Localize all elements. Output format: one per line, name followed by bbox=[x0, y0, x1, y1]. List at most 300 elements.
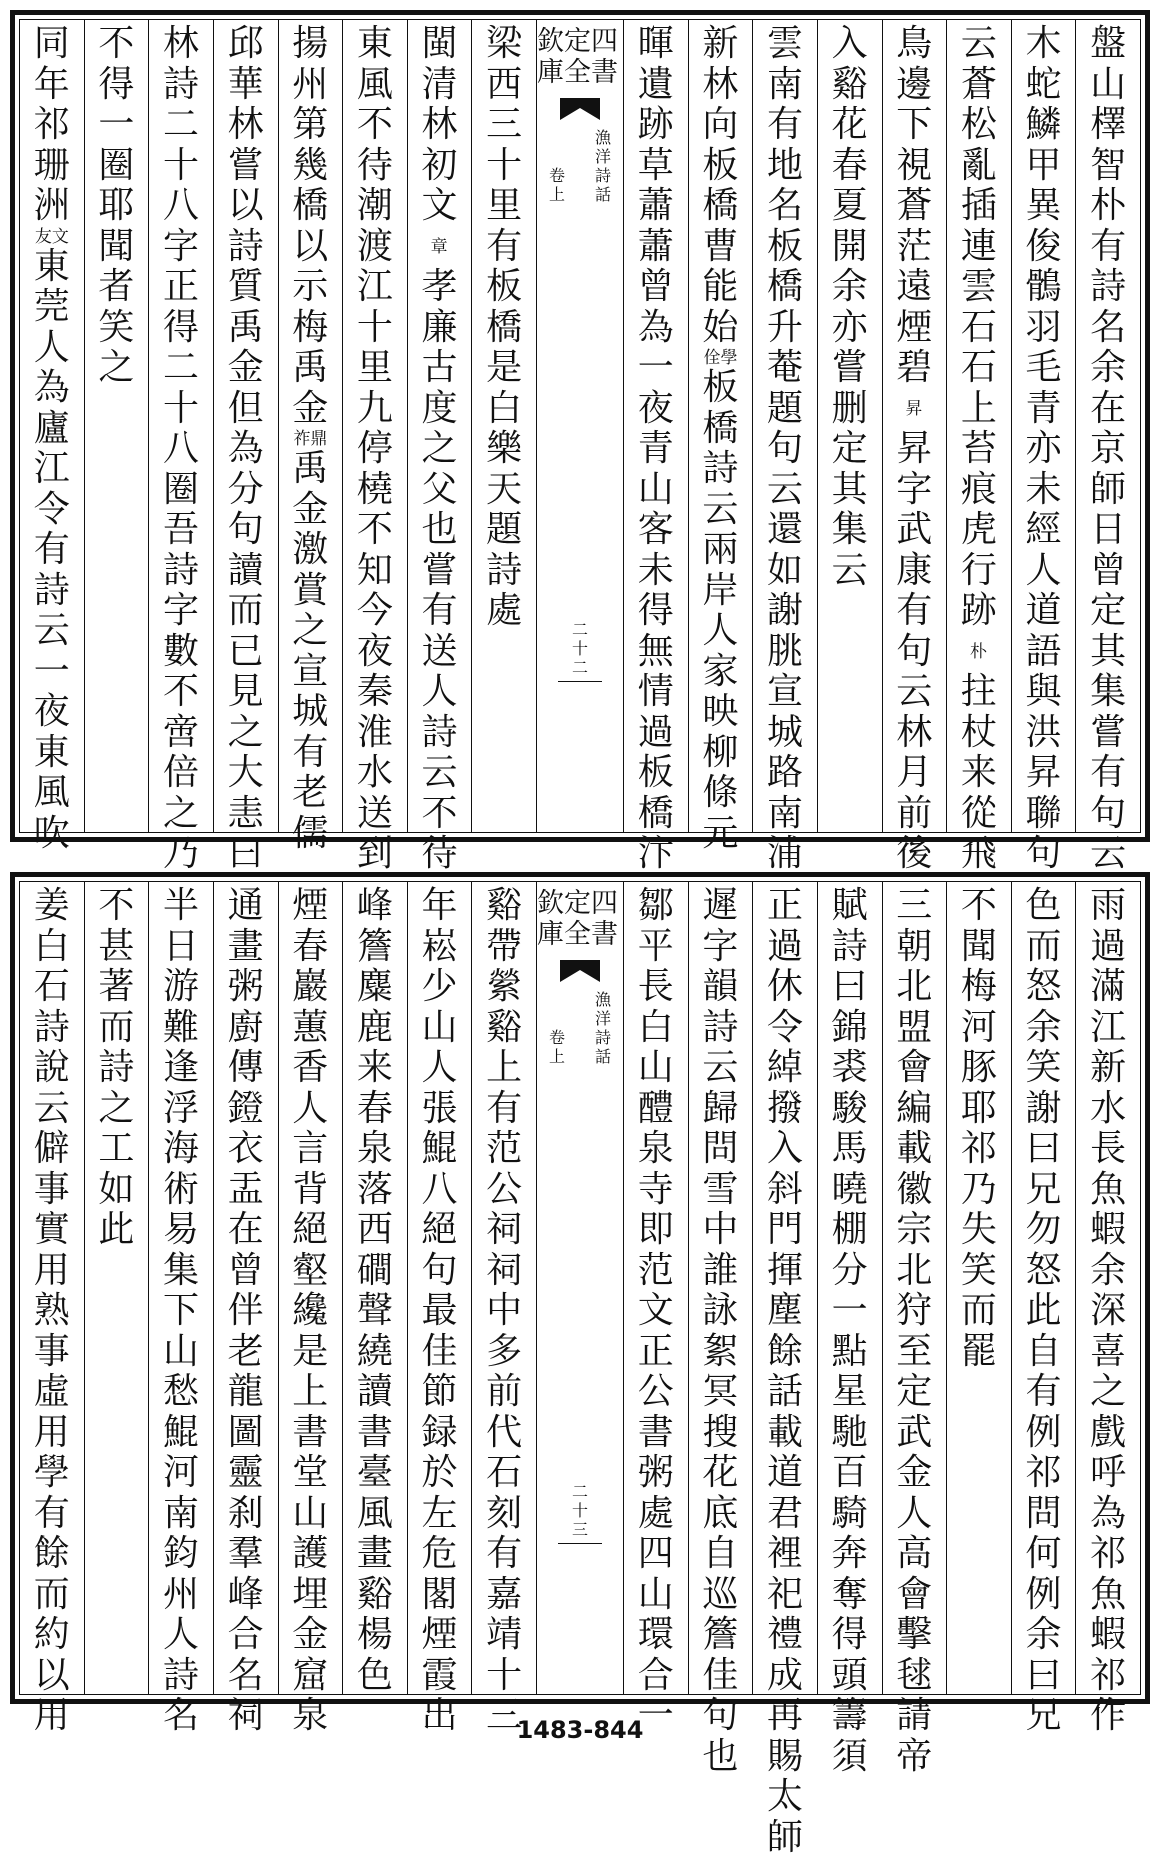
column-char: 有 bbox=[290, 733, 330, 774]
column-char: 賜 bbox=[765, 1737, 805, 1778]
inline-note bbox=[32, 227, 72, 247]
column-char: 亦 bbox=[830, 308, 870, 349]
column-char: 俊 bbox=[1024, 227, 1064, 268]
column-char: 絕 bbox=[290, 1210, 330, 1251]
page-bottom-columns bbox=[19, 881, 1141, 1695]
column-char: 東 bbox=[32, 733, 72, 774]
column-char: 字 bbox=[161, 591, 201, 632]
banner-page-number bbox=[537, 1482, 623, 1544]
column-char: 師 bbox=[1088, 470, 1128, 511]
column-char: 而 bbox=[32, 1575, 72, 1616]
column-char: 蝦 bbox=[1088, 1210, 1128, 1251]
column-char: 痕 bbox=[959, 470, 999, 511]
column-char: 遠 bbox=[894, 267, 934, 308]
column-char: 橋 bbox=[765, 267, 805, 308]
column-char: 虛 bbox=[32, 1372, 72, 1413]
column-char: 華 bbox=[226, 65, 266, 106]
fishtail-mark-icon bbox=[558, 96, 602, 122]
column-char: 曾 bbox=[1088, 551, 1128, 592]
column-char: 何 bbox=[1024, 1534, 1064, 1575]
column-char: 三 bbox=[484, 1696, 524, 1737]
column-char: 苔 bbox=[959, 429, 999, 470]
column-char: 錦 bbox=[830, 1008, 870, 1049]
column-char: 代 bbox=[484, 1413, 524, 1454]
column-char: 即 bbox=[636, 1210, 676, 1251]
note-char: 佺 bbox=[703, 348, 720, 368]
column-char: 數 bbox=[161, 632, 201, 673]
column-char: 来 bbox=[355, 1048, 395, 1089]
column-char: 山 bbox=[636, 470, 676, 511]
banner-title-char: 四 bbox=[591, 26, 618, 57]
column-char: 句 bbox=[1024, 834, 1064, 875]
column-char: 智 bbox=[1088, 146, 1128, 187]
column-char: 十 bbox=[161, 389, 201, 430]
column-char: 石 bbox=[959, 308, 999, 349]
column-char: 滿 bbox=[1088, 967, 1128, 1008]
column-char: 新 bbox=[1088, 1048, 1128, 1089]
column-char: 圈 bbox=[96, 146, 136, 187]
column-char: 門 bbox=[765, 1210, 805, 1251]
column-char: 語 bbox=[1024, 632, 1064, 673]
column-char: 宣 bbox=[765, 672, 805, 713]
column-char: 詠 bbox=[700, 1291, 740, 1332]
column-char: 禹 bbox=[226, 308, 266, 349]
column-char: 跡 bbox=[959, 591, 999, 632]
column-char: 橋 bbox=[290, 186, 330, 227]
column-char: 以 bbox=[290, 227, 330, 268]
column-char: 壑 bbox=[290, 1251, 330, 1292]
column-char: 宣 bbox=[290, 652, 330, 693]
column-char: 而 bbox=[96, 1008, 136, 1049]
column-char: 蕙 bbox=[290, 1008, 330, 1049]
column-char: 有 bbox=[484, 1534, 524, 1575]
text-column bbox=[946, 20, 1011, 832]
column-char: 衣 bbox=[226, 1129, 266, 1170]
column-char: 毛 bbox=[1024, 348, 1064, 389]
column-char: 聞 bbox=[959, 927, 999, 968]
column-char: 字 bbox=[700, 927, 740, 968]
column-char: 頭 bbox=[830, 1656, 870, 1697]
column-char: 異 bbox=[1024, 186, 1064, 227]
banner-volume-char: 卷 bbox=[537, 1028, 577, 1047]
column-char: 廉 bbox=[420, 308, 460, 349]
column-char: 嘗 bbox=[420, 551, 460, 592]
column-char: 正 bbox=[636, 1332, 676, 1373]
column-char: 祁 bbox=[1088, 1534, 1128, 1575]
column-char: 危 bbox=[420, 1534, 460, 1575]
column-char: 之 bbox=[420, 429, 460, 470]
column-char: 為 bbox=[226, 429, 266, 470]
column-char: 半 bbox=[161, 886, 201, 927]
column-char: 其 bbox=[1088, 632, 1128, 673]
column-char: 鐙 bbox=[226, 1089, 266, 1130]
column-char: 兄 bbox=[1024, 1696, 1064, 1737]
column-char: 春 bbox=[355, 1089, 395, 1130]
column-char: 梅 bbox=[290, 308, 330, 349]
text-column bbox=[752, 882, 817, 1694]
column-char: 蕭 bbox=[636, 186, 676, 227]
text-column bbox=[688, 882, 753, 1694]
column-char: 崧 bbox=[420, 927, 460, 968]
column-char: 須 bbox=[830, 1737, 870, 1778]
column-char: 樂 bbox=[484, 429, 524, 470]
column-char: 石 bbox=[959, 348, 999, 389]
column-char: 谿 bbox=[830, 65, 870, 106]
text-column bbox=[213, 20, 278, 832]
column-char: 宗 bbox=[894, 1210, 934, 1251]
column-char: 汴 bbox=[636, 834, 676, 875]
column-char: 說 bbox=[32, 1048, 72, 1089]
column-char: 詩 bbox=[700, 1008, 740, 1049]
column-char: 詩 bbox=[226, 227, 266, 268]
column-char: 之 bbox=[161, 794, 201, 835]
column-char: 閣 bbox=[420, 1575, 460, 1616]
column-char: 浦 bbox=[765, 834, 805, 875]
column-char: 護 bbox=[290, 1534, 330, 1575]
column-char: 擊 bbox=[894, 1615, 934, 1656]
column-char: 金 bbox=[894, 1453, 934, 1494]
note-col bbox=[703, 348, 720, 368]
column-char: 十 bbox=[355, 308, 395, 349]
column-char: 日 bbox=[1088, 510, 1128, 551]
banner-page-char: 二 bbox=[560, 658, 600, 677]
column-char: 為 bbox=[32, 368, 72, 409]
column-char: 中 bbox=[700, 1210, 740, 1251]
column-char: 西 bbox=[484, 65, 524, 106]
column-char: 林 bbox=[420, 105, 460, 146]
column-char: 出 bbox=[420, 1696, 460, 1737]
column-char: 一 bbox=[96, 105, 136, 146]
column-char: 曹 bbox=[700, 227, 740, 268]
text-column bbox=[817, 20, 882, 832]
note-char: 昇 bbox=[905, 399, 922, 419]
column-char: 長 bbox=[1088, 1129, 1128, 1170]
column-char: 騎 bbox=[830, 1494, 870, 1535]
column-char: 南 bbox=[765, 65, 805, 106]
column-char: 嘉 bbox=[484, 1575, 524, 1616]
column-char: 話 bbox=[765, 1372, 805, 1413]
inline-note bbox=[894, 389, 934, 430]
column-char: 家 bbox=[700, 652, 740, 693]
column-char: 金 bbox=[226, 348, 266, 389]
column-char: 例 bbox=[1024, 1413, 1064, 1454]
column-char: 曰 bbox=[1024, 1129, 1064, 1170]
banner-volume bbox=[537, 166, 577, 204]
column-char: 石 bbox=[32, 967, 72, 1008]
column-char: 魚 bbox=[1088, 1170, 1128, 1211]
column-char: 下 bbox=[161, 1291, 201, 1332]
column-char: 休 bbox=[765, 967, 805, 1008]
column-char: 上 bbox=[290, 1372, 330, 1413]
column-char: 泉 bbox=[290, 1696, 330, 1737]
column-char: 伴 bbox=[226, 1291, 266, 1332]
column-char: 餘 bbox=[765, 1332, 805, 1373]
column-char: 今 bbox=[355, 591, 395, 632]
column-char: 新 bbox=[700, 24, 740, 65]
column-char: 名 bbox=[1088, 308, 1128, 349]
column-char: 待 bbox=[355, 146, 395, 187]
column-char: 縈 bbox=[484, 967, 524, 1008]
column-char: 一 bbox=[32, 652, 72, 693]
banner-page-char: 二 bbox=[560, 620, 600, 639]
column-char: 渡 bbox=[355, 227, 395, 268]
column-char: 林 bbox=[700, 65, 740, 106]
column-char: 後 bbox=[894, 834, 934, 875]
column-char: 煙 bbox=[290, 886, 330, 927]
inline-note bbox=[420, 227, 460, 268]
banner-page-char: 三 bbox=[560, 1520, 600, 1539]
column-char: 道 bbox=[765, 1453, 805, 1494]
column-char: 八 bbox=[161, 429, 201, 470]
column-char: 經 bbox=[1024, 510, 1064, 551]
column-char: 多 bbox=[484, 1332, 524, 1373]
column-char: 句 bbox=[700, 1696, 740, 1737]
text-column bbox=[20, 20, 84, 832]
column-char: 是 bbox=[290, 1332, 330, 1373]
column-char: 梅 bbox=[959, 967, 999, 1008]
column-char: 日 bbox=[161, 927, 201, 968]
column-char: 約 bbox=[32, 1615, 72, 1656]
column-char: 駿 bbox=[830, 1089, 870, 1130]
column-char: 中 bbox=[484, 1291, 524, 1332]
column-char: 云 bbox=[830, 551, 870, 592]
column-char: 云 bbox=[700, 1048, 740, 1089]
column-char: 讀 bbox=[226, 551, 266, 592]
column-char: 白 bbox=[32, 927, 72, 968]
column-char: 過 bbox=[1088, 927, 1128, 968]
column-char: 句 bbox=[765, 429, 805, 470]
column-char: 還 bbox=[765, 510, 805, 551]
column-char: 從 bbox=[959, 794, 999, 835]
column-char: 有 bbox=[32, 1494, 72, 1535]
column-char: 武 bbox=[894, 510, 934, 551]
banner-page-char: 十 bbox=[560, 639, 600, 658]
column-char: 谿 bbox=[355, 1575, 395, 1616]
column-char: 夜 bbox=[636, 389, 676, 430]
column-char: 著 bbox=[96, 967, 136, 1008]
column-char: 名 bbox=[226, 1656, 266, 1697]
column-char: 邱 bbox=[226, 24, 266, 65]
column-char: 不 bbox=[355, 105, 395, 146]
column-char: 青 bbox=[636, 429, 676, 470]
column-char: 歸 bbox=[700, 1089, 740, 1130]
column-char: 河 bbox=[959, 1008, 999, 1049]
text-column bbox=[1075, 20, 1140, 832]
column-char: 有 bbox=[32, 530, 72, 571]
column-char: 風 bbox=[355, 1494, 395, 1535]
column-char: 之 bbox=[96, 1089, 136, 1130]
column-char: 靖 bbox=[484, 1615, 524, 1656]
column-char: 八 bbox=[420, 1170, 460, 1211]
column-char: 夜 bbox=[32, 692, 72, 733]
column-char: 青 bbox=[1024, 389, 1064, 430]
text-column bbox=[213, 882, 278, 1694]
column-char: 為 bbox=[636, 308, 676, 349]
banner-book-char: 漁 bbox=[583, 990, 623, 1009]
column-char: 帝 bbox=[894, 1737, 934, 1778]
column-char: 人 bbox=[1024, 551, 1064, 592]
column-char: 地 bbox=[765, 146, 805, 187]
column-char: 送 bbox=[420, 632, 460, 673]
banner-title bbox=[537, 26, 623, 88]
column-char: 拄 bbox=[959, 672, 999, 713]
column-char: 乃 bbox=[161, 834, 201, 875]
page-top-columns bbox=[19, 19, 1141, 833]
column-char: 長 bbox=[636, 967, 676, 1008]
column-char: 詩 bbox=[484, 551, 524, 592]
text-column bbox=[84, 20, 149, 832]
column-char: 其 bbox=[830, 470, 870, 511]
column-char: 初 bbox=[420, 146, 460, 187]
banner-title-char: 全 bbox=[564, 919, 591, 950]
column-char: 北 bbox=[894, 967, 934, 1008]
banner-volume-char: 上 bbox=[537, 185, 577, 204]
text-column bbox=[882, 882, 947, 1694]
column-char: 姜 bbox=[32, 886, 72, 927]
column-char: 奔 bbox=[830, 1534, 870, 1575]
note-char: 文 bbox=[52, 227, 69, 247]
column-char: 是 bbox=[484, 348, 524, 389]
column-char: 詩 bbox=[161, 551, 201, 592]
column-char: 僻 bbox=[32, 1129, 72, 1170]
column-char: 盂 bbox=[226, 1170, 266, 1211]
column-char: 帶 bbox=[484, 927, 524, 968]
column-char: 分 bbox=[226, 470, 266, 511]
column-char: 罷 bbox=[959, 1332, 999, 1373]
column-char: 廬 bbox=[32, 409, 72, 450]
column-char: 少 bbox=[420, 967, 460, 1008]
column-char: 逢 bbox=[161, 1048, 201, 1089]
column-char: 會 bbox=[894, 1048, 934, 1089]
column-char: 北 bbox=[894, 1251, 934, 1292]
column-char: 綽 bbox=[765, 1048, 805, 1089]
column-char: 同 bbox=[32, 24, 72, 65]
column-char: 詩 bbox=[830, 927, 870, 968]
banner-title-char: 四 bbox=[591, 888, 618, 919]
column-char: 祀 bbox=[765, 1575, 805, 1616]
column-char: 佳 bbox=[700, 1656, 740, 1697]
column-char: 度 bbox=[420, 389, 460, 430]
column-char: 人 bbox=[420, 672, 460, 713]
column-char: 朓 bbox=[765, 632, 805, 673]
column-char: 鳥 bbox=[894, 24, 934, 65]
column-char: 年 bbox=[420, 886, 460, 927]
column-char: 奪 bbox=[830, 1575, 870, 1616]
column-char: 兄 bbox=[1024, 1170, 1064, 1211]
banner-page-rule bbox=[558, 681, 602, 682]
column-char: 鱗 bbox=[1024, 105, 1064, 146]
banner-title-char: 定 bbox=[564, 26, 591, 57]
column-char: 板 bbox=[484, 267, 524, 308]
column-char: 江 bbox=[32, 449, 72, 490]
column-char: 笑 bbox=[1024, 1048, 1064, 1089]
column-char: 詩 bbox=[32, 571, 72, 612]
column-char: 名 bbox=[765, 186, 805, 227]
column-char: 未 bbox=[636, 551, 676, 592]
column-char: 花 bbox=[830, 105, 870, 146]
column-char: 得 bbox=[830, 1615, 870, 1656]
column-char: 有 bbox=[1024, 1372, 1064, 1413]
column-char: 如 bbox=[765, 551, 805, 592]
column-char: 用 bbox=[32, 1696, 72, 1737]
column-char: 老 bbox=[290, 773, 330, 814]
column-char: 京 bbox=[1088, 429, 1128, 470]
column-char: 在 bbox=[1088, 389, 1128, 430]
column-char: 插 bbox=[959, 186, 999, 227]
column-char: 四 bbox=[636, 1534, 676, 1575]
column-char: 集 bbox=[830, 510, 870, 551]
column-char: 畫 bbox=[355, 1534, 395, 1575]
column-char: 祁 bbox=[1088, 1656, 1128, 1697]
column-char: 夜 bbox=[355, 632, 395, 673]
column-char: 熟 bbox=[32, 1291, 72, 1332]
column-char: 至 bbox=[894, 1332, 934, 1373]
column-char: 質 bbox=[226, 267, 266, 308]
column-char: 也 bbox=[700, 1737, 740, 1778]
column-char: 恚 bbox=[226, 794, 266, 835]
column-char: 客 bbox=[636, 510, 676, 551]
column-char: 云 bbox=[894, 672, 934, 713]
column-char: 盟 bbox=[894, 1008, 934, 1049]
column-char: 馬 bbox=[830, 1129, 870, 1170]
column-char: 林 bbox=[894, 713, 934, 754]
column-char: 戲 bbox=[1088, 1413, 1128, 1454]
text-column bbox=[1075, 882, 1140, 1694]
note-col bbox=[310, 429, 327, 449]
column-char: 人 bbox=[894, 1494, 934, 1535]
banner-page-rule bbox=[558, 1543, 602, 1544]
text-column bbox=[471, 882, 536, 1694]
column-char: 洲 bbox=[32, 186, 72, 227]
column-char: 曾 bbox=[636, 267, 676, 308]
banner-volume-char: 卷 bbox=[537, 166, 577, 185]
column-char: 成 bbox=[765, 1656, 805, 1697]
column-char: 朴 bbox=[1088, 186, 1128, 227]
column-char: 昇 bbox=[1024, 753, 1064, 794]
column-char: 詩 bbox=[32, 1008, 72, 1049]
column-char: 元 bbox=[700, 814, 740, 855]
note-col bbox=[905, 389, 923, 430]
column-char: 事 bbox=[32, 1332, 72, 1373]
column-char: 茫 bbox=[894, 227, 934, 268]
column-char: 百 bbox=[830, 1453, 870, 1494]
banner-title bbox=[537, 888, 623, 950]
column-char: 祁 bbox=[959, 1129, 999, 1170]
column-char: 而 bbox=[1024, 927, 1064, 968]
column-char: 夏 bbox=[830, 186, 870, 227]
column-char: 不 bbox=[161, 672, 201, 713]
column-char: 雲 bbox=[959, 267, 999, 308]
column-char: 云 bbox=[1088, 834, 1128, 875]
column-char: 讀 bbox=[355, 1372, 395, 1413]
note-col bbox=[35, 227, 52, 247]
column-char: 二 bbox=[161, 105, 201, 146]
column-char: 遲 bbox=[700, 886, 740, 927]
column-char: 山 bbox=[161, 1332, 201, 1373]
text-column bbox=[1011, 20, 1076, 832]
column-char: 泉 bbox=[636, 1129, 676, 1170]
column-char: 杖 bbox=[959, 713, 999, 754]
column-char: 禮 bbox=[765, 1615, 805, 1656]
column-char: 集 bbox=[161, 1251, 201, 1292]
column-char: 余 bbox=[1088, 1251, 1128, 1292]
column-char: 太 bbox=[765, 1777, 805, 1818]
column-char: 嘗 bbox=[226, 146, 266, 187]
column-char: 人 bbox=[161, 1615, 201, 1656]
column-char: 詩 bbox=[96, 1048, 136, 1089]
column-char: 賞 bbox=[290, 571, 330, 612]
column-char: 林 bbox=[161, 24, 201, 65]
